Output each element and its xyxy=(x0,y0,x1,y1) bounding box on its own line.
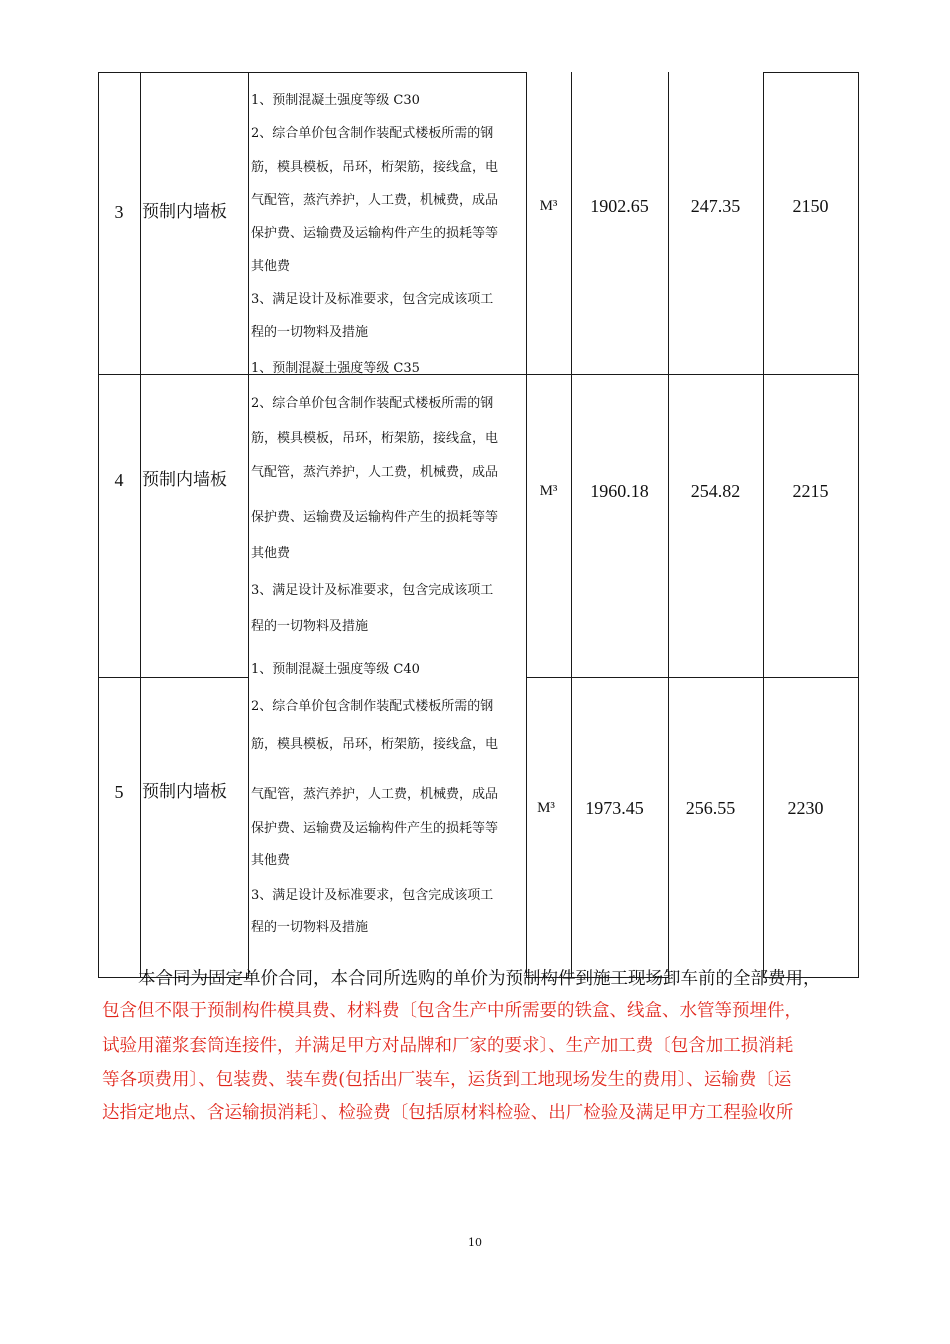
paragraph-line: 等各项费用〕、包装费、装车费(包括出厂装车，运货到工地现场发生的费用〕、运输费〔运 xyxy=(102,1070,792,1090)
description-line: 保护费、运输费及运输构件产生的损耗等等 xyxy=(251,821,499,836)
description-line: 气配管，蒸汽养护，人工费，机械费，成品 xyxy=(251,465,499,480)
row-number: 3 xyxy=(114,202,124,222)
unit: M³ xyxy=(537,800,555,816)
row-3-top-border xyxy=(98,72,526,73)
description-line: 保护费、运输费及运输构件产生的损耗等等 xyxy=(251,226,499,241)
description-line: 其他费 xyxy=(251,853,291,868)
row-number: 5 xyxy=(114,782,124,802)
description-line: 1、预制混凝土强度等级 C40 xyxy=(251,662,420,677)
total-price: 2230 xyxy=(787,798,824,818)
description-line: 3、满足设计及标准要求，包含完成该项工 xyxy=(251,888,494,903)
description-line: 筋，模具模板，吊环，桁架筋，接线盒，电 xyxy=(251,160,499,175)
row-3-total-top-border xyxy=(763,72,858,73)
unit-price-2: 254.82 xyxy=(690,481,741,501)
item-name: 预制内墙板 xyxy=(142,782,227,802)
paragraph-line: 包含但不限于预制构件模具费、材料费〔包含生产中所需要的铁盒、线盒、水管等预埋件， xyxy=(102,1001,802,1021)
description-line: 气配管，蒸汽养护，人工费，机械费，成品 xyxy=(251,787,499,802)
description-line: 2、综合单价包含制作装配式楼板所需的钢 xyxy=(251,699,494,714)
total-price: 2215 xyxy=(792,481,829,501)
description-line: 其他费 xyxy=(251,259,291,274)
description-line: 筋，模具模板，吊环，桁架筋，接线盒，电 xyxy=(251,737,499,752)
item-name: 预制内墙板 xyxy=(142,202,227,222)
col-border-right xyxy=(858,72,859,978)
description-line: 气配管，蒸汽养护，人工费，机械费，成品 xyxy=(251,193,499,208)
description-line: 保护费、运输费及运输构件产生的损耗等等 xyxy=(251,510,499,525)
paragraph-line: 本合同为固定单价合同，本合同所选购的单价为预制构件到施工现场卸车前的全部费用， xyxy=(138,969,821,989)
total-price: 2150 xyxy=(792,196,829,216)
description-line: 2、综合单价包含制作装配式楼板所需的钢 xyxy=(251,396,494,411)
description-line: 程的一切物料及措施 xyxy=(251,920,369,935)
page-number: 10 xyxy=(468,1236,482,1249)
unit: M³ xyxy=(539,198,558,214)
description-line: 1、预制混凝土强度等级 C35 xyxy=(251,361,420,376)
col-border-name xyxy=(248,72,249,978)
row-number: 4 xyxy=(114,470,124,490)
row-5-top-border-left xyxy=(98,677,248,678)
description-line: 3、满足设计及标准要求，包含完成该项工 xyxy=(251,583,494,598)
description-line: 程的一切物料及措施 xyxy=(251,619,369,634)
description-line: 程的一切物料及措施 xyxy=(251,325,369,340)
description-line: 3、满足设计及标准要求，包含完成该项工 xyxy=(251,292,494,307)
description-line: 筋，模具模板，吊环，桁架筋，接线盒，电 xyxy=(251,431,499,446)
paragraph-line: 达指定地点、含运输损消耗〕、检验费〔包括原材料检验、出厂检验及满足甲方工程验收所 xyxy=(102,1103,794,1123)
description-line: 2、综合单价包含制作装配式楼板所需的钢 xyxy=(251,126,494,141)
col-border-no xyxy=(140,72,141,978)
unit: M³ xyxy=(539,483,558,499)
row-5-top-border-right xyxy=(526,677,858,678)
item-name: 预制内墙板 xyxy=(142,470,227,490)
paragraph-line: 试验用灌浆套筒连接件，并满足甲方对品牌和厂家的要求〕、生产加工费〔包含加工损消耗 xyxy=(102,1036,794,1056)
unit-price-2: 247.35 xyxy=(690,196,741,216)
unit-price-2: 256.55 xyxy=(685,798,736,818)
row-4-top-border xyxy=(98,374,858,375)
description-line: 1、预制混凝土强度等级 C30 xyxy=(251,93,420,108)
description-line: 其他费 xyxy=(251,546,291,561)
unit-price-1: 1973.45 xyxy=(585,798,644,818)
unit-price-1: 1960.18 xyxy=(590,481,649,501)
unit-price-1: 1902.65 xyxy=(590,196,649,216)
